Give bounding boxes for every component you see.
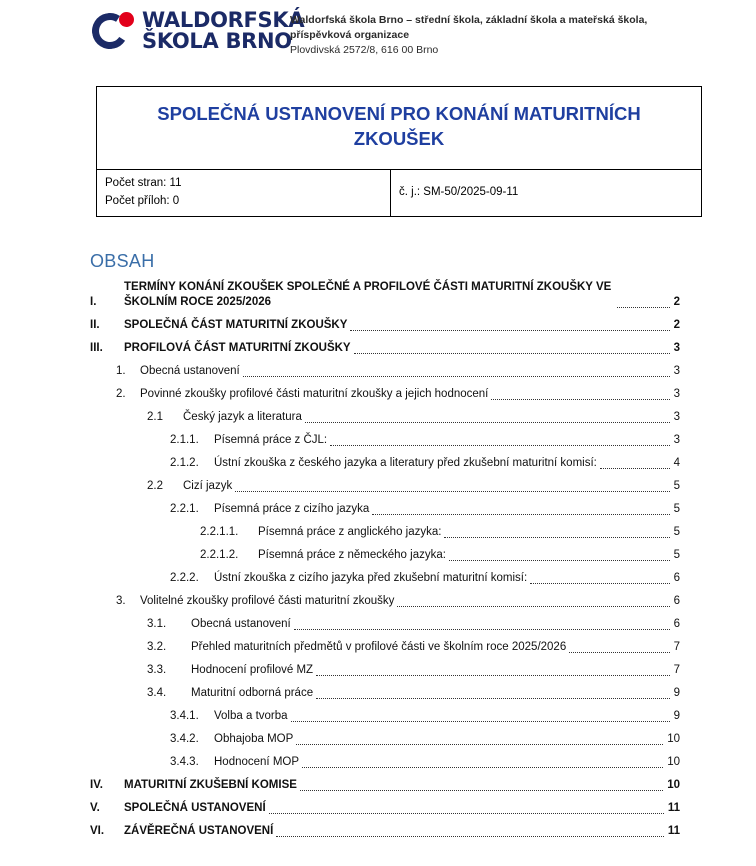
toc-entry-label: Obhajoba MOP xyxy=(214,733,294,746)
page-title: SPOLEČNÁ USTANOVENÍ PRO KONÁNÍ MATURITNÍCH ZKOUŠEK xyxy=(97,87,701,170)
toc-leader-dots xyxy=(316,674,670,676)
toc-entry-number: 2.2 xyxy=(147,480,163,493)
toc-entry[interactable] xyxy=(90,755,680,771)
toc-entry-page: 5 xyxy=(673,503,680,516)
toc-entry-number: 2.2.1. xyxy=(170,503,199,516)
toc-entry-page: 3 xyxy=(673,434,680,447)
toc-entry[interactable] xyxy=(90,709,680,725)
toc-entry-label: Maturitní odborná práce xyxy=(191,687,314,700)
toc-entry-page: 2 xyxy=(673,296,680,309)
toc-entry-number: VI. xyxy=(90,825,105,838)
toc-leader-dots xyxy=(444,536,669,538)
toc-entry-number: III. xyxy=(90,342,103,355)
document-meta-row xyxy=(97,170,701,216)
toc-entry-label: SPOLEČNÁ ČÁST MATURITNÍ ZKOUŠKY xyxy=(124,319,348,332)
toc-leader-dots xyxy=(449,559,670,561)
school-name-line-2: příspěvková organizace xyxy=(290,28,410,41)
toc-entry-page: 2 xyxy=(673,319,680,332)
toc-entry-number: 3.4. xyxy=(147,687,167,700)
toc-entry-page: 6 xyxy=(673,572,680,585)
school-name-line-1: Waldorfská škola Brno – střední škola, základní škola a mateřská škola, xyxy=(290,14,648,26)
toc-entry-number: 2.2.1.2. xyxy=(200,549,239,562)
toc-entry-label: Písemná práce z německého jazyka: xyxy=(258,549,446,562)
toc-leader-dots xyxy=(302,766,663,768)
toc-entry-page: 9 xyxy=(673,687,680,700)
toc-entry-number: 2.2.2. xyxy=(170,572,199,585)
toc-entry-page: 5 xyxy=(673,526,680,539)
toc-entry-number: I. xyxy=(90,296,97,309)
toc-entry-label: PROFILOVÁ ČÁST MATURITNÍ ZKOUŠKY xyxy=(124,342,351,355)
toc-entry-number: V. xyxy=(90,802,100,815)
toc-entry-label: Povinné zkoušky profilové části maturitní zkoušky a jejich hodnocení xyxy=(140,388,489,401)
toc-entry-page: 7 xyxy=(673,641,680,654)
toc-entry-label: Písemná práce z cizího jazyka xyxy=(214,503,370,516)
toc-entry[interactable] xyxy=(90,410,680,426)
toc-entry-label: SPOLEČNÁ USTANOVENÍ xyxy=(124,802,266,815)
toc-entry-number: 1. xyxy=(116,365,126,378)
toc-entry[interactable] xyxy=(90,732,680,748)
toc-entry-label: Hodnocení profilové MZ xyxy=(191,664,314,677)
toc-entry-number: 3.1. xyxy=(147,618,167,631)
toc-leader-dots xyxy=(276,835,664,837)
toc-entry-label: Přehled maturitních předmětů v profilové části ve školním roce 2025/2026 xyxy=(191,641,567,654)
toc-entry-number: 3.4.1. xyxy=(170,710,199,723)
toc-entry-number: 2.2.1.1. xyxy=(200,526,239,539)
toc-leader-dots xyxy=(491,398,669,400)
toc-entry-page: 7 xyxy=(673,664,680,677)
logo-line-1: WALDORFSKÁ xyxy=(142,8,305,32)
waldorf-logo-icon xyxy=(92,11,134,51)
toc-entry-page: 4 xyxy=(673,457,680,470)
toc-leader-dots xyxy=(291,720,670,722)
toc-leader-dots xyxy=(350,329,669,331)
toc-entry-label: Hodnocení MOP xyxy=(214,756,300,769)
toc-entry-page: 5 xyxy=(673,549,680,562)
toc-entry-number: IV. xyxy=(90,779,104,792)
toc-leader-dots xyxy=(354,352,670,354)
toc-entry[interactable] xyxy=(90,548,680,564)
toc-entry[interactable] xyxy=(90,686,680,702)
toc-entry[interactable] xyxy=(90,502,680,518)
toc-entry-page: 6 xyxy=(673,618,680,631)
toc-entry-number: 3.2. xyxy=(147,641,167,654)
toc-entry-page: 9 xyxy=(673,710,680,723)
toc-list xyxy=(90,280,680,840)
toc-entry-label: TERMÍNY KONÁNÍ ZKOUŠEK SPOLEČNÉ A PROFILOVÉ ČÁSTI MATURITNÍ ZKOUŠKY VE ŠKOLNÍM ROCE 2025/2026 xyxy=(124,280,615,309)
toc-entry-page: 11 xyxy=(667,825,680,838)
toc-leader-dots xyxy=(330,444,669,446)
logo-line-2: ŠKOLA BRNO xyxy=(142,29,292,54)
toc-leader-dots xyxy=(617,306,670,308)
toc-entry[interactable] xyxy=(90,364,680,380)
school-logo xyxy=(50,8,305,54)
toc-entry[interactable] xyxy=(90,571,680,587)
toc-entry-page: 11 xyxy=(667,802,680,815)
toc-entry-label: Obecná ustanovení xyxy=(140,365,240,378)
toc-entry-number: 3. xyxy=(116,595,126,608)
toc-entry[interactable] xyxy=(90,456,680,472)
toc-entry-page: 3 xyxy=(673,342,680,355)
toc-entry[interactable] xyxy=(90,663,680,679)
toc-entry-label: ZÁVĚREČNÁ USTANOVENÍ xyxy=(124,825,274,838)
toc-entry[interactable] xyxy=(90,341,680,357)
toc-entry[interactable] xyxy=(90,801,680,817)
toc-leader-dots xyxy=(530,582,669,584)
page-count: Počet stran: 11 xyxy=(105,176,182,189)
toc-entry-label: Volba a tvorba xyxy=(214,710,288,723)
toc-entry-label: Ústní zkouška z českého jazyka a literatury před zkušební maturitní komisí: xyxy=(214,457,597,470)
document-reference: č. j.: SM-50/2025-09-11 xyxy=(399,185,519,198)
toc-leader-dots xyxy=(397,605,669,607)
toc-leader-dots xyxy=(269,812,664,814)
toc-entry-number: 2.1 xyxy=(147,411,163,424)
toc-leader-dots xyxy=(316,697,669,699)
toc-leader-dots xyxy=(305,421,670,423)
toc-entry[interactable] xyxy=(90,617,680,633)
toc-leader-dots xyxy=(296,743,663,745)
toc-entry-number: 3.3. xyxy=(147,664,167,677)
toc-entry-number: 3.4.2. xyxy=(170,733,199,746)
toc-entry-page: 10 xyxy=(667,779,680,792)
school-address-line: Plovdivská 2572/8, 616 00 Brno xyxy=(290,43,439,56)
toc-entry-label: Písemná práce z anglického jazyka: xyxy=(258,526,442,539)
document-header xyxy=(50,0,706,72)
toc-leader-dots xyxy=(235,490,669,492)
toc-entry[interactable] xyxy=(90,280,680,311)
toc-leader-dots xyxy=(600,467,670,469)
toc-entry-page: 10 xyxy=(667,756,680,769)
toc-entry-number: 2. xyxy=(116,388,126,401)
toc-entry-page: 3 xyxy=(673,365,680,378)
toc-entry-number: 3.4.3. xyxy=(170,756,199,769)
school-address-block xyxy=(290,10,647,58)
table-of-contents xyxy=(50,251,706,840)
logo-wordmark xyxy=(142,10,304,53)
document-counts xyxy=(97,170,391,216)
toc-entry[interactable] xyxy=(90,824,680,840)
toc-heading: OBSAH xyxy=(90,250,155,271)
toc-entry-number: 2.1.2. xyxy=(170,457,199,470)
toc-entry-label: Volitelné zkoušky profilové části maturitní zkoušky xyxy=(140,595,395,608)
toc-leader-dots xyxy=(243,375,670,377)
toc-leader-dots xyxy=(300,789,663,791)
toc-leader-dots xyxy=(294,628,670,630)
toc-entry[interactable] xyxy=(90,387,680,403)
toc-entry[interactable] xyxy=(90,525,680,541)
toc-entry-number: II. xyxy=(90,319,100,332)
toc-entry[interactable] xyxy=(90,778,680,794)
toc-entry-label: MATURITNÍ ZKUŠEBNÍ KOMISE xyxy=(124,779,297,792)
toc-entry[interactable] xyxy=(90,479,680,495)
toc-entry[interactable] xyxy=(90,433,680,449)
toc-entry-label: Písemná práce z ČJL: xyxy=(214,434,328,447)
toc-entry[interactable] xyxy=(90,594,680,610)
toc-entry-label: Cizí jazyk xyxy=(183,480,233,493)
toc-entry-page: 3 xyxy=(673,411,680,424)
toc-entry-label: Obecná ustanovení xyxy=(191,618,291,631)
toc-leader-dots xyxy=(372,513,669,515)
document-title-box xyxy=(96,86,702,217)
toc-leader-dots xyxy=(569,651,669,653)
toc-entry-page: 10 xyxy=(667,733,680,746)
toc-entry-label: Český jazyk a literatura xyxy=(183,411,302,424)
toc-entry-label: Ústní zkouška z cizího jazyka před zkušební maturitní komisí: xyxy=(214,572,528,585)
toc-entry-number: 2.1.1. xyxy=(170,434,199,447)
toc-entry[interactable] xyxy=(90,640,680,656)
toc-entry[interactable] xyxy=(90,318,680,334)
toc-entry-page: 3 xyxy=(673,388,680,401)
toc-entry-page: 5 xyxy=(673,480,680,493)
toc-entry-page: 6 xyxy=(673,595,680,608)
attachment-count: Počet příloh: 0 xyxy=(105,194,180,207)
